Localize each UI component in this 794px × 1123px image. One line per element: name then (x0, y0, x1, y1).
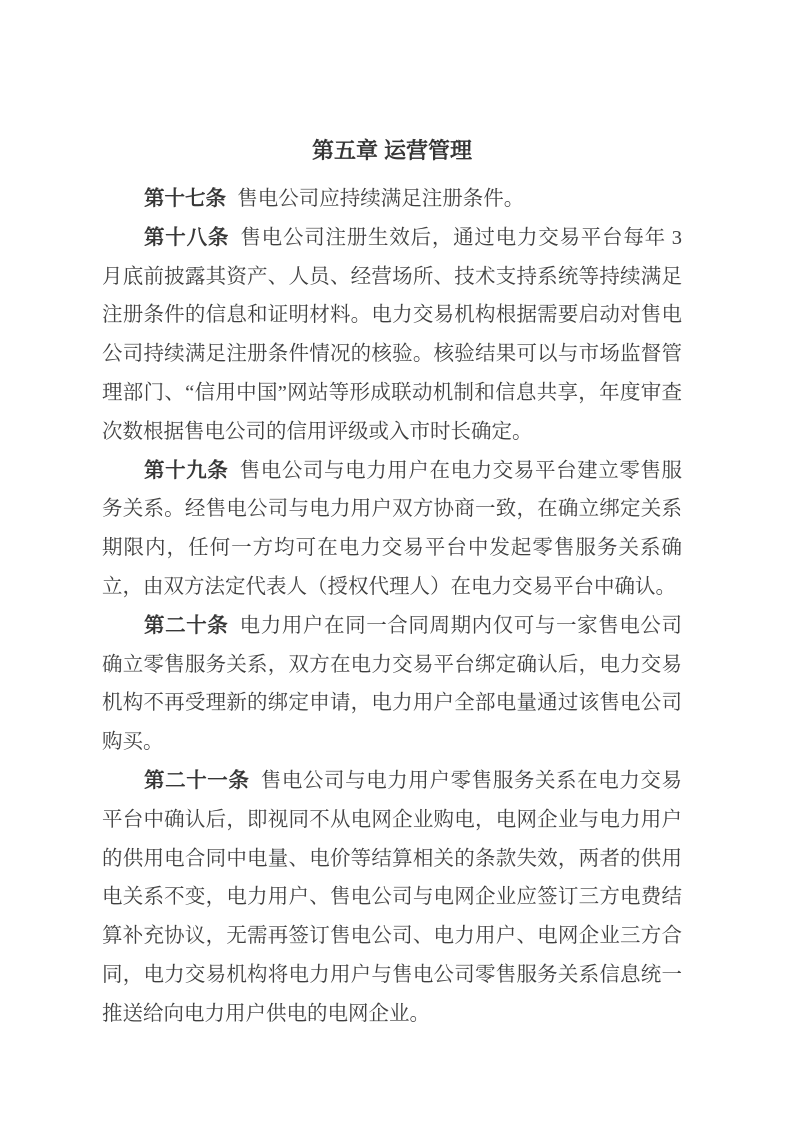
article-paragraph-20 (102, 607, 682, 762)
chapter-title: 第五章 运营管理 (311, 138, 473, 163)
article-paragraph-19 (102, 452, 682, 607)
article-number: 第十七条 (144, 188, 227, 210)
article-paragraph-21 (102, 762, 682, 1034)
article-text: 电力用户在同一合同周期内仅可与一家售电公司确立零售服务关系，双方在电力交易平台绑定确认后，电力交易机构不再受理新的绑定申请，电力用户全部电量通过该售电公司购买。 (102, 614, 683, 754)
article-paragraph-17 (102, 180, 682, 219)
article-number: 第二十一条 (144, 769, 250, 792)
article-paragraph-18 (102, 219, 682, 452)
article-text: 售电公司注册生效后，通过电力交易平台每年 3 月底前披露其资产、人员、经营场所、技术支持系统等持续满足注册条件的信息和证明材料。电力交易机构根据需要启动对售电公司持续满足注册条件情况的核验。核验结果可以与市场监督管理部门、“信用中国”网站等形成联动机制和信息共享，年度审查次数根据售电公司的信用评级或入市时长确定。 (102, 226, 683, 443)
article-number: 第十八条 (144, 226, 230, 249)
article-text: 售电公司与电力用户在电力交易平台建立零售服务关系。经售电公司与电力用户双方协商一致，在确立绑定关系期限内，任何一方均可在电力交易平台中发起零售服务关系确立，由双方法定代表人（授权代理人）在电力交易平台中确认。 (102, 459, 683, 598)
article-text: 售电公司与电力用户零售服务关系在电力交易平台中确认后，即视同不从电网企业购电，电网企业与电力用户的供用电合同中电量、电价等结算相关的条款失效，两者的供用电关系不变，电力用户、售电公司与电网企业应签订三方电费结算补充协议，无需再签订售电公司、电力用户、电网企业三方合同，电力交易机构将电力用户与售电公司零售服务关系信息统一推送给向电力用户供电的电网企业。 (102, 769, 683, 1025)
article-number: 第二十条 (144, 614, 229, 637)
document-content (102, 136, 682, 1034)
article-number: 第十九条 (144, 459, 229, 482)
article-text: 售电公司应持续满足注册条件。 (237, 188, 525, 210)
